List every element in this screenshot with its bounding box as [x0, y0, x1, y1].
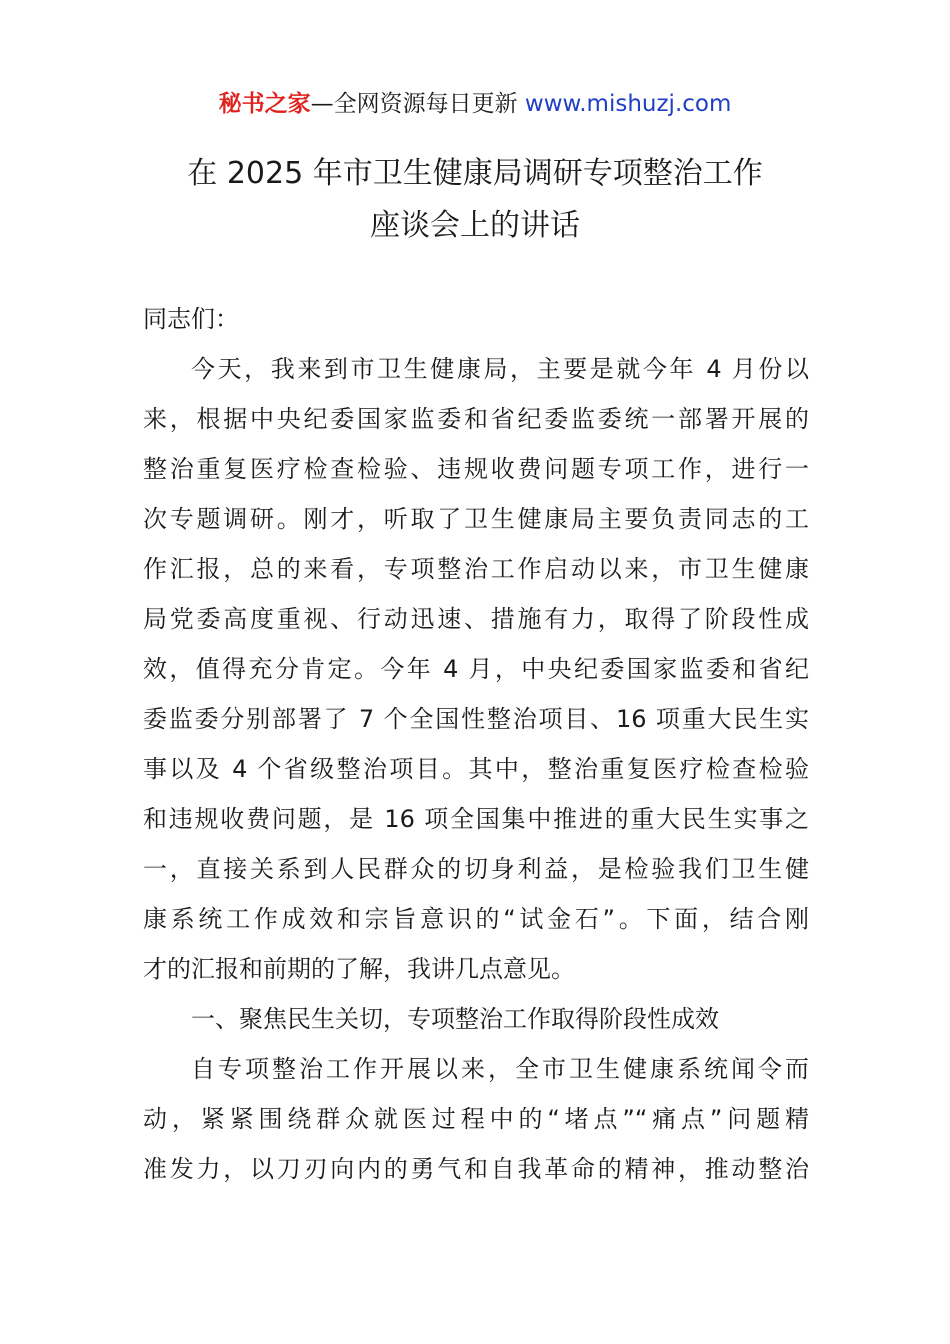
paragraph-1-line: 作汇报，总的来看，专项整治工作启动以来，市卫生健康	[143, 555, 809, 583]
paragraph-2-line: 动，紧紧围绕群众就医过程中的“堵点”“痛点”问题精	[143, 1105, 809, 1133]
brand-name: 秘书之家	[218, 91, 311, 117]
paragraph-2	[143, 1044, 809, 1194]
title-line-2: 座谈会上的讲话	[370, 208, 580, 243]
paragraph-1-line: 事以及 4 个省级整治项目。其中，整治重复医疗检查检验	[143, 755, 809, 783]
title-line-1: 在 2025 年市卫生健康局调研专项整治工作	[187, 156, 763, 191]
section-heading	[143, 994, 809, 1044]
site-header	[0, 86, 950, 122]
paragraph-1-line: 效，值得充分肯定。今年 4 月，中央纪委国家监委和省纪	[143, 655, 809, 683]
document-title	[0, 148, 950, 252]
site-url-link[interactable]: www.mishuzj.com	[524, 91, 732, 117]
paragraph-1-line: 次专题调研。刚才，听取了卫生健康局主要负责同志的工	[143, 505, 809, 533]
document-body	[143, 294, 809, 1194]
paragraph-1-line: 委监委分别部署了 7 个全国性整治项目、16 项重大民生实	[143, 705, 809, 733]
paragraph-1-line: 和违规收费问题，是 16 项全国集中推进的重大民生实事之	[143, 805, 809, 833]
paragraph-1-line: 今天，我来到市卫生健康局，主要是就今年 4 月份以	[191, 355, 809, 383]
paragraph-1	[143, 344, 809, 994]
paragraph-2-line: 准发力，以刀刃向内的勇气和自我革命的精神，推动整治	[143, 1155, 809, 1183]
section-heading-text: 一、聚焦民生关切，专项整治工作取得阶段性成效	[191, 1005, 719, 1033]
paragraph-1-line: 一，直接关系到人民群众的切身利益，是检验我们卫生健	[143, 855, 809, 883]
salutation: 同志们：	[143, 305, 239, 333]
paragraph-2-line: 自专项整治工作开展以来，全市卫生健康系统闻令而	[191, 1055, 809, 1083]
paragraph-1-line: 局党委高度重视、行动迅速、措施有力，取得了阶段性成	[143, 605, 809, 633]
header-tagline: —全网资源每日更新	[310, 91, 525, 117]
paragraph-1-line: 来，根据中央纪委国家监委和省纪委监委统一部署开展的	[143, 405, 809, 433]
paragraph-1-line: 康系统工作成效和宗旨意识的“试金石”。下面，结合刚	[143, 905, 809, 933]
paragraph-1-line: 才的汇报和前期的了解，我讲几点意见。	[143, 955, 575, 983]
paragraph-1-line: 整治重复医疗检查检验、违规收费问题专项工作，进行一	[143, 455, 809, 483]
